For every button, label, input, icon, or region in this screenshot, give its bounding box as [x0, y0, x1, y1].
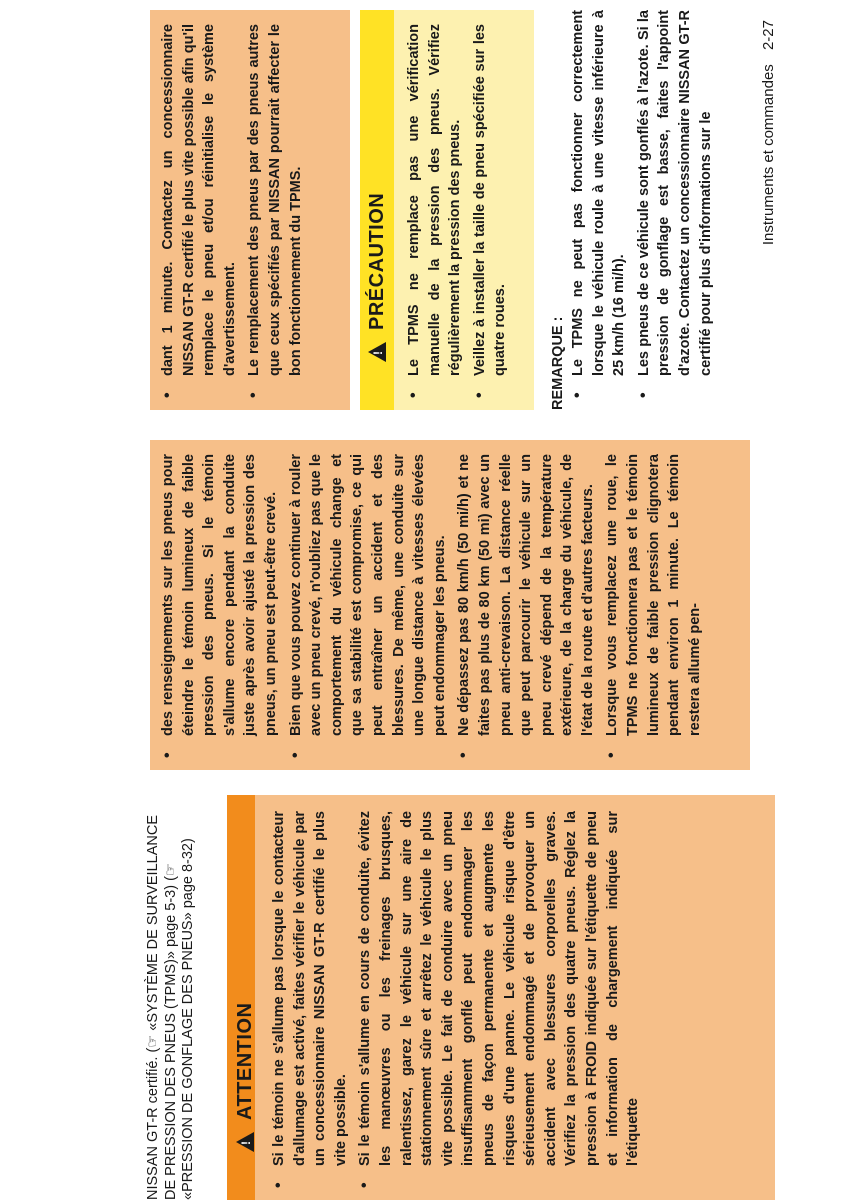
precaution-list [404, 24, 511, 376]
continuation-lead: • des renseignements sur les pneus pour éteindre le témoin lumineux de faible pression des pneus. Si le témoin s'allume encore pendant la conduite juste après avoir ajusté la pression des pneus, un pneu est peut-être crevé. [158, 454, 282, 736]
remarque-section [550, 10, 720, 410]
continuation-box [150, 440, 750, 770]
attention-title: ATTENTION [233, 1002, 256, 1120]
remarque-title: REMARQUE : [550, 316, 566, 410]
continuation-list [158, 454, 705, 736]
footer-section: Instruments et commandes [760, 64, 777, 246]
warning-icon [236, 1132, 254, 1152]
continuation-item: • Ne dépassez pas 80 km/h (50 mi/h) et ne faites pas plus de 80 km (50 mi) avec un pneu anti-crevaison. La distance réelle que peut parcourir le véhicule sur un pneu crevé dépend de la température extérieure, de la charge du véhicule, de l'état de la route et d'autres facteurs. [454, 454, 598, 736]
attention-list [269, 811, 644, 1166]
intro-text [0, 795, 198, 1200]
precaution-body [394, 10, 534, 410]
attention-body [255, 795, 775, 1200]
remarque-item: • Les pneus de ce véhicule sont gonflés à l'azote. Si la pression de gonflage est basse, faites l'appoint d'azote. Contactez un concessionnaire NISSAN GT-R certifié pour plus d'informations sur le [634, 10, 716, 376]
precaution-item: • Le TPMS ne remplace pas une vérification manuelle de la pression des pneus. Vérifiez régulièrement la pression des pneus. [404, 24, 466, 376]
precaution-header [360, 10, 394, 410]
remarque-list [568, 10, 716, 376]
continuation2-lead: • dant 1 minute. Contactez un concessionnaire NISSAN GT-R certifié le plus vite possible afin qu'il remplace le pneu et/ou réinitialise le système d'avertissement. [158, 24, 240, 376]
page-number: 2-27 [760, 20, 777, 51]
continuation-item: • Lorsque vous remplacez une roue, le TPMS ne fonctionnera pas et le témoin lumineux de faible pression clignotera pendant environ 1 minute. Le témoin restera allumé pen- [602, 454, 705, 736]
continuation2-list [158, 24, 306, 376]
remarque-item: • Le TPMS ne peut pas fonctionner correctement lorsque le véhicule roule à une vitesse inférieure à 25 km/h (16 mi/h). [568, 10, 630, 376]
intro-paragraph: NISSAN GT-R certifié. (☞ «SYSTÈME DE SURVEILLANCE DE PRESSION DES PNEUS (TPMS)» page 5-3) (☞ «PRESSION DE GONFLAGE DES PNEUS» page 8-32) [145, 815, 196, 1200]
continuation2-box [150, 10, 350, 410]
continuation-item: • Bien que vous pouvez continuer à rouler avec un pneu crevé, n'oubliez pas que le comportement du véhicule change et que sa stabilité est compromise, ce qui peut entraîner un accident et des blessures. De même, une conduite sur une longue distance à vitesses élevées peut endommager les pneus. [286, 454, 451, 736]
column-3 [0, 10, 848, 410]
column-1 [0, 795, 848, 1200]
column-2 [0, 440, 848, 770]
attention-item: • Si le témoin ne s'allume pas lorsque le contacteur d'allumage est activé, faites vérifier le véhicule par un concessionnaire NISSAN GT-R certifié le plus vite possible. [269, 811, 351, 1166]
attention-item: • Si le témoin s'allume en cours de conduite, évitez les manœuvres ou les freinages brusques, ralentissez, garez le véhicule sur une aire de stationnement sûre et arrêtez le véhicule le plus vite possible. Le fait de conduire avec un pneu insuffisamment gonflé peut endommager les pneus de façon permanente et augmente les risques d'une panne. Le véhicule risque d'être sérieusement endommagé et de provoquer un accident avec blessures corporelles graves. Vérifiez la pression des quatre pneus. Réglez la pression à FROID indiquée sur l'étiquette de pneu et information de chargement indiquée sur l'étiquette [355, 811, 643, 1166]
precaution-item: • Veillez à installer la taille de pneu spécifiée sur les quatre roues. [470, 24, 511, 376]
precaution-title: PRÉCAUTION [365, 192, 388, 330]
warning-icon [368, 342, 386, 362]
page-footer [760, 20, 777, 245]
continuation2-item: • Le remplacement des pneus par des pneus autres que ceux spécifiés par NISSAN pourrait affecter le bon fonctionnement du TPMS. [244, 24, 306, 376]
